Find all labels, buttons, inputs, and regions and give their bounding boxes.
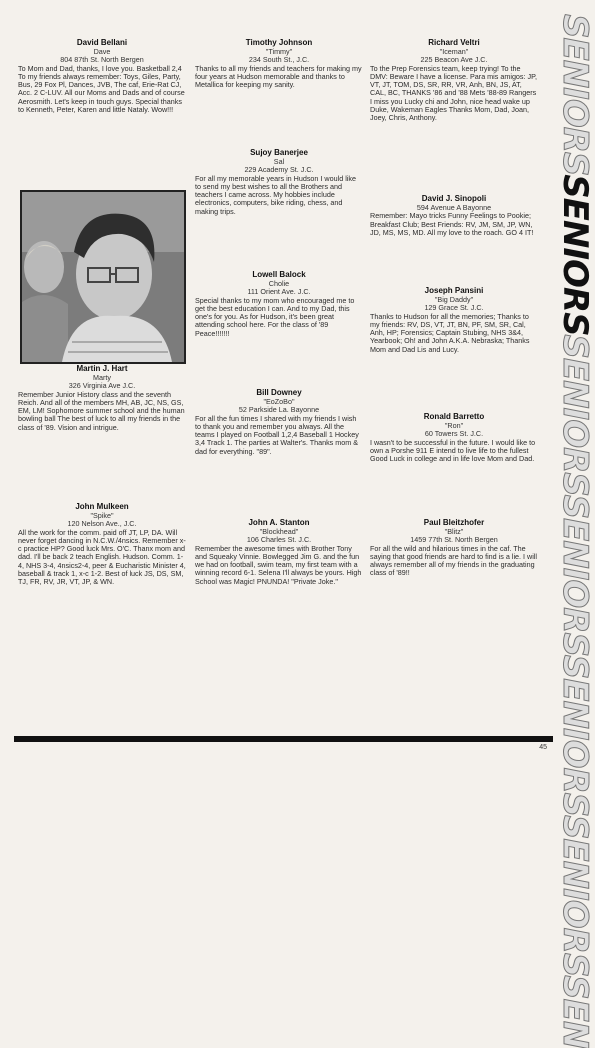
senior-address: 52 Parkside La. Bayonne [238, 405, 320, 415]
senior-name: Paul Bleitzhofer [423, 518, 485, 527]
senior-address: 129 Grace St. J.C. [424, 303, 484, 313]
senior-entry-johnson [195, 38, 363, 89]
senior-nickname: Marty [93, 373, 111, 382]
senior-name: Richard Veltri [428, 38, 480, 47]
senior-address: 111 Orient Ave. J.C. [247, 287, 311, 297]
senior-address: 326 Virginia Ave J.C. [68, 381, 136, 391]
senior-entry-barretto [370, 412, 538, 463]
banner-word: SENIORS [555, 494, 595, 655]
banner-word: SENIORS [555, 814, 595, 976]
senior-message: For all the wild and hilarious times in the caf. The saying that good friends are hard to find is a lie. I will always remember all of my friends in the graduating class of '89!! [370, 543, 538, 578]
senior-entry-banerjee [195, 148, 363, 216]
senior-name: Sujoy Banerjee [250, 148, 308, 157]
senior-message: Remember Junior History class and the seventh Reich. And all of the members MH, AB, JC, NS, GS, EM, LM! Sophomore summer school and the human bowling ball The best of luck to all my friends in the class of '89. Vision and intrigue. [18, 389, 185, 432]
senior-entry-veltri [370, 38, 538, 123]
senior-address: 229 Academy St. J.C. [244, 165, 314, 175]
senior-name: John Mulkeen [75, 502, 129, 511]
senior-nickname: "Blitz" [444, 527, 464, 536]
senior-message: For all the fun times I shared with my friends I wish to thank you and remember you always. All the teams I played on Football 1,2,4 Baseball 1 Hockey 3,4 Track 1. The parties at Walter's. Thanks mom & dad for everything. "89". [195, 413, 359, 456]
senior-nickname: "Ron" [444, 421, 464, 430]
senior-address: 106 Charles St. J.C. [246, 535, 312, 545]
senior-address: 60 Towers St. J.C. [424, 429, 484, 439]
senior-message: All the work for the comm. paid off JT, LP, DA. Will never forget dancing in N.C.W./4nsics. Remember x-c practice HP? Good luck Mrs. O'C. Thanx mom and dad. I'll be back 2 teach English. Hudson. Comm. 1-4, NHS 3-4, 4nsics2-4, peer & Eucharistic Minister 4, baseball & track 1, x-c 1-2. Best of luck JS, DS, SM, TJ, FR, RV, JR, VT, JP, & WN. [18, 527, 186, 587]
seniors-banner-text [555, 14, 595, 1048]
senior-entry-stanton [195, 518, 363, 586]
senior-address: 1459 77th St. North Bergen [410, 535, 498, 545]
senior-entry-bleitzhofer [370, 518, 538, 578]
senior-message: Thanks to all my friends and teachers for making my four years at Hudson memorable and thanks to Metallica for keeping my sanity. [195, 63, 362, 90]
seniors-side-banner [553, 14, 595, 1048]
portrait-photo-icon [22, 192, 184, 362]
senior-address: 804 87th St. North Bergen [60, 55, 144, 65]
senior-entry-mulkeen [18, 502, 186, 587]
banner-word: SEN [555, 975, 595, 1048]
senior-address: 234 South St., J.C. [248, 55, 310, 65]
senior-entry-sinopoli [370, 194, 538, 237]
senior-entry-hart [18, 364, 186, 432]
senior-nickname: "Timmy" [265, 47, 293, 56]
senior-nickname: Sal [273, 157, 285, 166]
bottom-rule [14, 736, 553, 742]
senior-name: Bill Downey [256, 388, 302, 397]
senior-name: Timothy Johnson [245, 38, 313, 47]
senior-message: Thanks to Hudson for all the memories; Thanks to my friends: RV, DS, VT, JT, BN, PF, SM, SR, Cal, Anh, HP; Forensics; Captain Stubing, NHS 3&4, Yearbook; Oh! and John A.K.A. Nebraska; Thanks Mom and Dad Lis and Lucy. [370, 311, 530, 354]
senior-photo [20, 190, 186, 364]
senior-entry-balock [195, 270, 363, 338]
banner-word: SENIORS [555, 334, 595, 495]
senior-nickname: "Iceman" [439, 47, 469, 56]
banner-word: SENIORS [555, 654, 595, 815]
senior-nickname: "Big Daddy" [434, 295, 474, 304]
senior-name: Lowell Balock [252, 270, 306, 279]
senior-entry-downey [195, 388, 363, 456]
senior-message: To Mom and Dad, thanks, I love you. Basketball 2,4 To my friends always remember: Toys, Giles, Party, Bus, 29 Fox Pl, Dances, JVB, The caf, Erie-Rat CJ, Acc. 2 C-LUV. All our Moms and Dads and of course Aerosmith. Let's keep in touch guys. Special thanks to Kenneth, Peter, Karen and little Nataly. Wow!!! [18, 63, 185, 115]
senior-name: Ronald Barretto [423, 412, 485, 421]
senior-entry-pansini [370, 286, 538, 354]
banner-word: SENIORS [555, 174, 595, 335]
page-number: 45 [539, 744, 547, 751]
senior-nickname: "Blockhead" [259, 527, 299, 536]
banner-word: SENIORS [555, 14, 595, 175]
senior-nickname: Dave [93, 47, 111, 56]
senior-address: 225 Beacon Ave J.C. [420, 55, 488, 65]
senior-message: For all my memorable years in Hudson I would like to send my best wishes to all the Brothers and teachers I came across. My hobbies include electronics, computers, bike riding, chess, and making trips. [195, 173, 356, 216]
senior-nickname: "Spike" [90, 511, 114, 520]
senior-name: David J. Sinopoli [421, 194, 487, 203]
senior-message: Remember: Mayo tricks Funny Feelings to Pookie; Breakfast Club; Best Friends: RV, JM, SM, JP, WN, JD, MS, MS, MD. All my love to the roach. GO 4 IT! [370, 211, 534, 237]
senior-name: David Bellani [76, 38, 128, 47]
senior-message: Special thanks to my mom who encouraged me to get the best education I can. And to my Dad, this one's for you. As for Hudson, it's been great attending school here. For the class of '89 Peace!!!!!!! [195, 295, 355, 338]
senior-name: Joseph Pansini [424, 286, 484, 295]
senior-name: Martin J. Hart [76, 364, 128, 373]
senior-nickname: "EoZoBo" [263, 397, 295, 406]
senior-address: 594 Avenue A Bayonne [416, 203, 492, 212]
senior-name: John A. Stanton [248, 518, 310, 527]
senior-entry-bellani [18, 38, 186, 114]
senior-message: Remember the awesome times with Brother Tony and Squeaky Vinnie. Bowlegged Jim G. and the fun we had on football, swim team, my first team with a winning record 6-1. Selena I'll always be yours. High School was Magic! PNUNDA! "Private Joke." [195, 543, 362, 586]
senior-message: To the Prep Forensics team, keep trying! To the DMV: Beware I have a license. Para mis amigos: JP, VT, JT, TOM, DS, SR, RR, VR, Anh, BN, JS, AT, CAL, BC, THANKS '86 and '88 Mets '88-89 Rangers I miss you Lucky chi and John, nice head wake up Duke, Wakeman Eagles Thanks Mom, Dad, Joan, Joey, Chris, Anthony. [370, 63, 537, 123]
senior-message: I wasn't to be successful in the future. I would like to own a Porshe 911 E intend to live life to the fullest Good Luck in college and in life love Mom and Dad. [370, 437, 536, 464]
senior-address: 120 Nelson Ave., J.C. [67, 519, 137, 529]
senior-nickname: Cholie [268, 279, 290, 288]
